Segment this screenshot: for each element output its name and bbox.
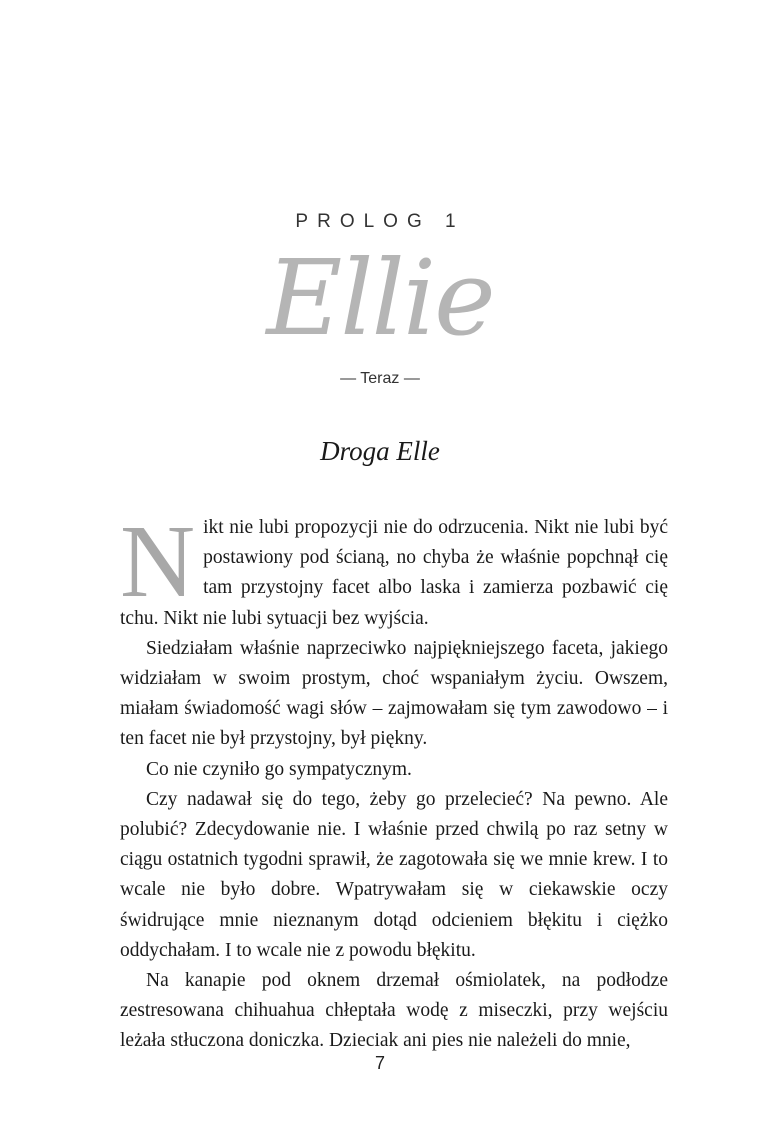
drop-cap: N: [120, 504, 196, 619]
letter-heading: Droga Elle: [320, 436, 440, 466]
chapter-name: Ellie: [266, 237, 494, 359]
page-number: 7: [374, 1053, 385, 1073]
paragraph-1-text: ikt nie lubi propozycji nie do odrzucenia. Nikt nie lubi być postawiony pod ścianą, no chyba że właśnie popchnął cię tam przystojny facet albo laska i zamierza pozbawić cię tchu. Nikt nie lubi sytuacji bez wyjścia.: [120, 517, 668, 629]
paragraph-3: Co nie czyniło go sympatycznym.: [146, 758, 412, 780]
paragraph-4: Czy nadawał się do tego, żeby go przelecieć? Na pewno. Ale polubić? Zdecydowanie nie. I właśnie przed chwilą po raz setny w ciągu ostatnich tygodni sprawił, że zagotowała się we mnie krew. I to wcale nie było dobre. Wpatrywałam się w ciekawskie oczy świdrujące mnie nieznanym dotąd odcieniem błękitu i ciężko oddychałam. I to wcale nie z powodu błękitu.: [120, 788, 668, 961]
time-label: — Teraz —: [340, 370, 420, 387]
paragraph-2: Siedziałam właśnie naprzeciwko najpiękniejszego faceta, jakiego widziałam w swoim prostym, choć wspaniałym życiu. Owszem, miałam świadomość wagi słów – zajmowałam się tym zawodowo – i ten facet nie był przystojny, był piękny.: [120, 637, 668, 750]
body-text: [120, 504, 668, 1057]
paragraph-5: Na kanapie pod oknem drzemał ośmiolatek, na podłodze zestresowana chihuahua chłeptała wodę z miseczki, przy wejściu leżała stłuczona doniczka. Dzieciak ani pies nie należeli do mnie,: [120, 970, 668, 1052]
paragraph-1: [120, 504, 668, 634]
chapter-label: PROLOG 1: [295, 211, 465, 232]
